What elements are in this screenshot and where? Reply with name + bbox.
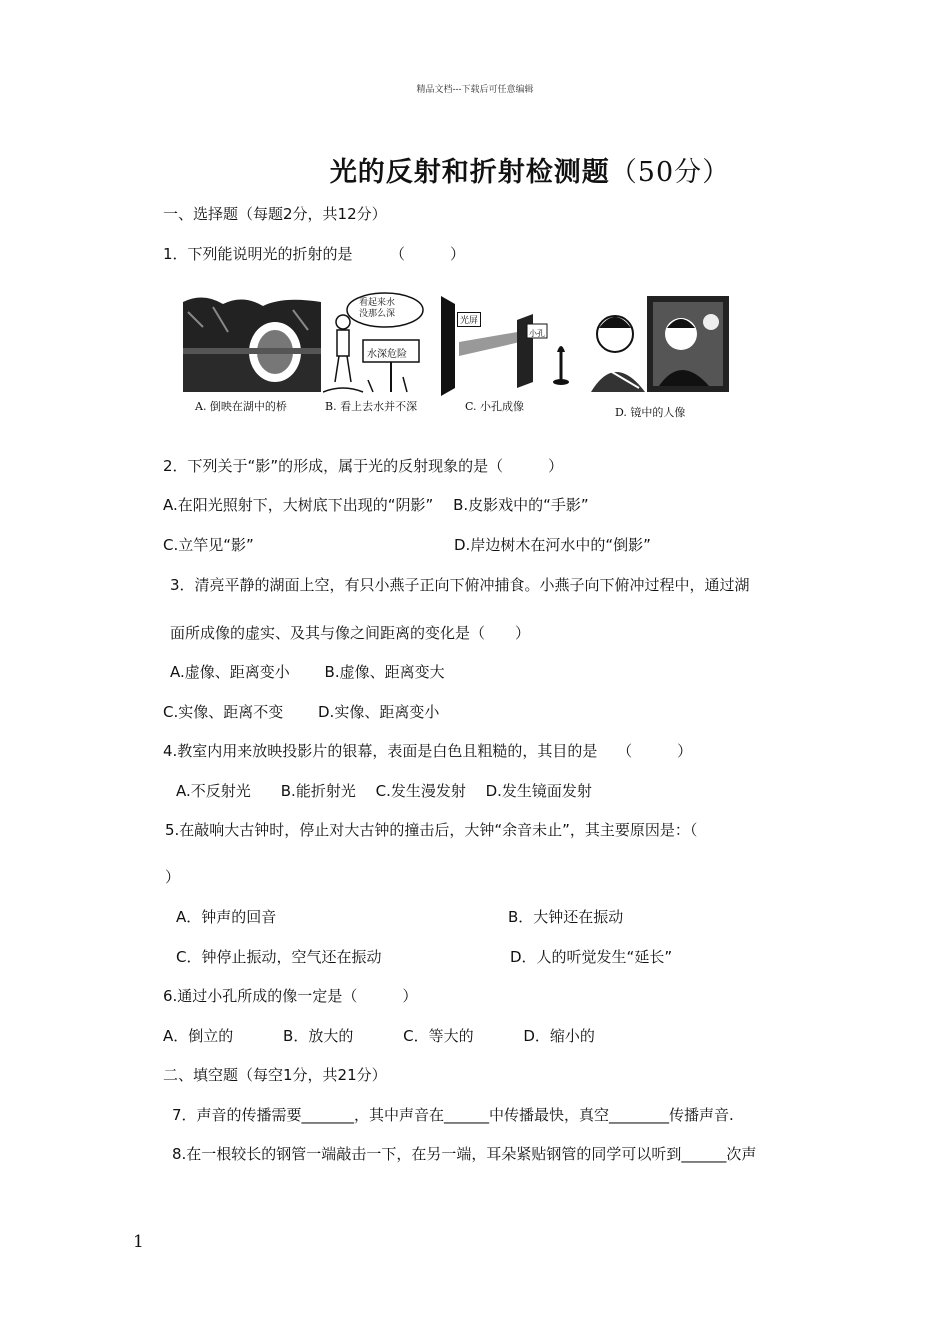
question-3-line-1: 3．清亮平静的湖面上空，有只小燕子正向下俯冲捕食。小燕子向下俯冲过程中，通过湖 [170, 576, 750, 594]
title-score: （50分） [609, 157, 731, 188]
pinhole-label: 小孔 [529, 329, 545, 338]
q5-option-b: B．大钟还在振动 [508, 908, 624, 926]
q1-figure [183, 286, 731, 426]
panel-d-mirror-image [585, 292, 731, 396]
screen-label: 光屏 [457, 312, 481, 327]
caption-a: A. 倒映在湖中的桥 [195, 400, 287, 413]
page-title [0, 150, 950, 189]
q5-option-a: A．钟声的回音 [176, 908, 277, 926]
question-4: 4.教室内用来放映投影片的银幕，表面是白色且粗糙的，其目的是 （ ） [163, 742, 693, 760]
question-1: 1．下列能说明光的折射的是 （ ） [163, 245, 466, 263]
q4-options: A.不反射光 B.能折射光 C.发生漫发射 D.发生镜面发射 [176, 782, 592, 800]
q3-options-cd: C.实像、距离不变 D.实像、距离变小 [163, 703, 440, 721]
q3-options-ab: A.虚像、距离变小 B.虚像、距离变大 [170, 663, 445, 681]
page-number: 1 [133, 1232, 144, 1252]
section-1-heading: 一、选择题（每题2分，共12分） [163, 205, 387, 223]
page-header: 精品文档---下载后可任意编辑 [416, 85, 534, 95]
question-6: 6.通过小孔所成的像一定是（ ） [163, 987, 418, 1005]
panel-b-shallow-water-image [323, 292, 425, 396]
q5-option-c: C．钟停止振动，空气还在振动 [176, 948, 382, 966]
caption-d: D. 镜中的人像 [615, 406, 686, 419]
question-5-line-1: 5.在敲响大古钟时，停止对大古钟的撞击后，大钟“余音未止”，其主要原因是：（ [165, 821, 698, 839]
q2-option-d: D.岸边树木在河水中的“倒影” [454, 536, 651, 554]
panel-c-pinhole-image [431, 292, 581, 396]
section-2-heading: 二、填空题（每空1分，共21分） [163, 1066, 387, 1084]
bubble-text: 看起来水 没那么深 [359, 298, 396, 319]
q2-options-ab: A.在阳光照射下，大树底下出现的“阴影” B.皮影戏中的“手影” [163, 496, 589, 514]
question-8: 8.在一根较长的钢管一端敲击一下，在另一端，耳朵紧贴钢管的同学可以听到______次声 [172, 1145, 757, 1163]
title-text: 光的反射和折射检测题 [329, 157, 610, 188]
q2-option-c: C.立竿见“影” [163, 536, 254, 554]
q6-options: A．倒立的 B．放大的 C．等大的 D．缩小的 [163, 1027, 595, 1045]
caption-c: C. 小孔成像 [465, 400, 525, 413]
question-7: 7．声音的传播需要_______，其中声音在______中传播最快，真空________传播声音. [172, 1106, 734, 1124]
danger-sign-text: 水深危险 [367, 349, 407, 360]
question-2: 2．下列关于“影”的形成，属于光的反射现象的是（ ） [163, 457, 564, 475]
q5-option-d: D．人的听觉发生“延长” [510, 948, 673, 966]
panel-a-bridge-image [183, 292, 321, 396]
question-3-line-2: 面所成像的虚实、及其与像之间距离的变化是（ ） [170, 624, 531, 642]
caption-b: B. 看上去水并不深 [325, 400, 418, 413]
question-5-line-2: ） [165, 868, 181, 886]
